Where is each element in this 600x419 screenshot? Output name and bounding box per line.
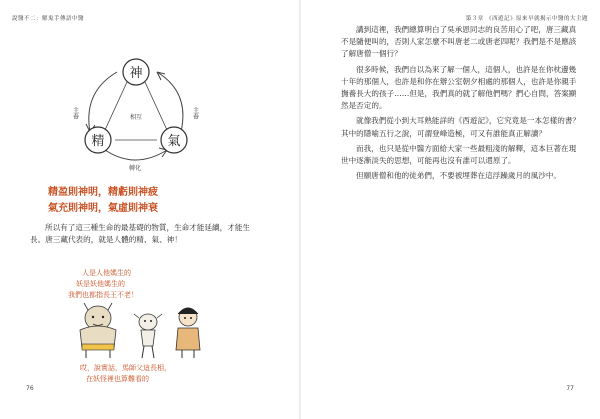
right-paragraph-5: 但願唐僧和他的徒弟們，不要被埋葬在這浮躁歲月的風沙中。 — [356, 171, 562, 181]
right-paragraph-3: 就像我們從小到大耳熟能詳的《西遊記》，它究竟是一本怎樣的書？其中的隱喻五行之說，可謂登峰造極，可又有誰能真正解讀？ — [341, 116, 581, 138]
label-center: 相互 — [129, 114, 143, 121]
cartoon-illustration — [68, 300, 218, 360]
right-body-text — [341, 24, 581, 182]
calligraphy-line-1: 精盈則神明，精虧則神疲 — [48, 187, 158, 198]
cartoon-caption-top-2: 妖是妖他媽生的 — [76, 280, 125, 288]
right-page-number: 77 — [566, 385, 574, 392]
cartoon-caption-top-1: 人是人他媽生的 — [82, 269, 131, 277]
right-page — [301, 0, 600, 419]
right-running-head: 第３章 《西遊記》原來早就揭示中醫的大主題 — [465, 16, 588, 22]
cartoon-caption-top-3: 我們也都指長王不老！ — [68, 291, 138, 299]
right-paragraph-1: 講到這裡，我們總算明白了吳承恩同志的良苦用心了吧，唐三藏真不是隨便叫的，否則人家怎麼不叫唐老二或唐老四呢？我們是不是應該了解唐僧一個行？ — [341, 25, 577, 59]
label-left-edge: 主養 — [71, 107, 79, 119]
left-running-head: 說醫不二：解鬼手傳語中醫 — [12, 16, 85, 22]
label-qi: 氣 — [167, 134, 181, 149]
label-right-edge: 主養 — [191, 107, 199, 119]
label-bottom: 轉化 — [128, 165, 142, 172]
left-paragraph-text: 所以有了這三種生命的最基礎的物質，生命才能延續，才能生長。唐三藏代表的，就是人體的精、氣、神！ — [30, 223, 251, 245]
small-creature-figure — [134, 314, 162, 358]
label-shen: 神 — [129, 66, 143, 81]
calligraphy-line-2: 氣充則神明，氣虛則神衰 — [48, 203, 158, 214]
cartoon-caption-bottom-2: 在妖怪裡也算難看的 — [86, 375, 149, 383]
arc-right — [157, 72, 183, 132]
arc-left — [89, 72, 117, 132]
three-treasures-diagram — [55, 52, 215, 172]
arc-bottom — [105, 150, 167, 160]
cartoon-caption-bottom-1: 哎，說實話，馬師父這長相， — [80, 364, 171, 372]
left-paragraph — [30, 222, 265, 246]
person-figure — [176, 308, 200, 358]
right-paragraph-2: 很多時候，我們自以為來了解一個人，這個人，也許是在你枕邊幾十年的那個人，也許是和你在辦公室朝夕相處的那個人，也許是你親手撫養長大的孩子……但是，我們真的就了解他們嗎？捫心自問，答案顯然是否定的。 — [341, 64, 577, 111]
left-page-number: 76 — [26, 385, 34, 392]
left-page — [0, 0, 299, 419]
label-jing: 精 — [91, 134, 105, 149]
right-paragraph-4: 而我，也只是從中醫方面給大家一些最粗淺的解釋，這本巨著在現世中逐漸淡失的思想，可能再也沒有誰可以還原了。 — [341, 143, 577, 166]
monster-figure — [80, 303, 116, 358]
